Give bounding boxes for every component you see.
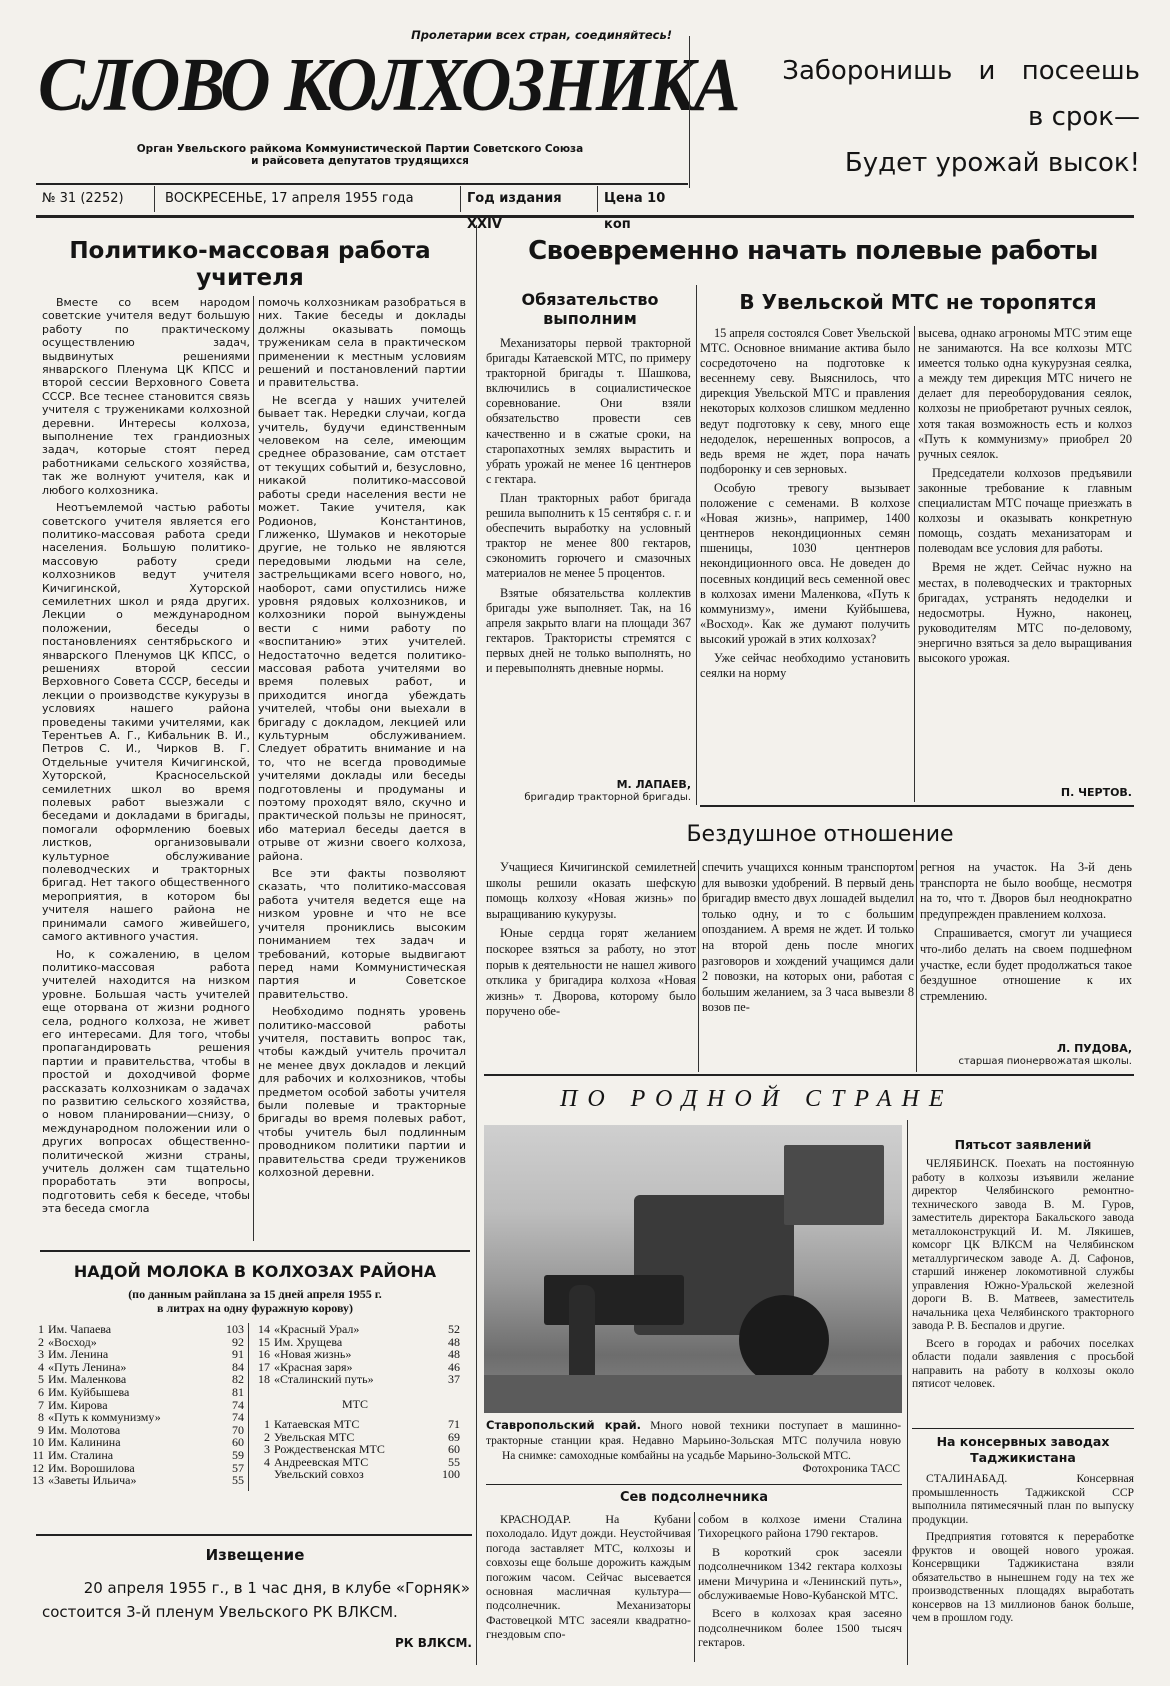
- sunflower-top-rule: [486, 1484, 902, 1485]
- milk-table-row: [24, 1411, 244, 1424]
- airless-signer: Л. ПУДОВА,: [1056, 1042, 1132, 1055]
- obligation-paragraph: Механизаторы первой тракторной бригады Катаевской МТС, по примеру тракторной бригады т. Шашкова, включились в социалистическое соревнование. Они взяли обязательство провести сев качественно и в сжатые сроки, на старопахотных землях вырастить и убрать урожай не менее 16 центнеров с гектара.: [486, 336, 691, 486]
- obligation-paragraph: Взятые обязательства коллектив бригады уже выполняет. Так, на 16 апреля закрыто влаги на площади 367 гектаров. Трактористы стремятся с первых дней не только выполнять, но и перевыполнять дневные нормы.: [486, 585, 691, 675]
- airless-paragraph: Учащиеся Кичигинской семилетней школы решили оказать шефскую помощь колхозу «Новая жизнь» по выращиванию кукурузы.: [486, 860, 696, 921]
- notice-title: Извещение: [205, 1546, 305, 1564]
- uvelsk-paragraph: высева, однако агрономы МТС этим еще не занимаются. На все колхозы МТС имеется только одна кукурузная сеялка, а между тем дирекция МТС ничего не делает для переоборудования сеялок, колхозы не приобретают ручных сеялок, хотя такая возможность есть и колхоз «Путь к коммунизму» приобрел 20 ручных сеялок.: [918, 326, 1132, 461]
- milk-table-right: [250, 1323, 460, 1386]
- milk-subtitle-line-2: в литрах на одну фуражную корову): [156, 1301, 354, 1315]
- uvelsk-paragraph: 15 апреля состоялся Совет Увельской МТС. Основное внимание актива было сосредоточено на подготовке к весеннему севу. Выяснилось, что дирекция Увельской МТС и правления некоторых колхозов слишком медленно ведут подготовку к севу, много еще недоделок, нерешенных вопросов, а ведь время не ждет, пора начать подборонку и сев зерновых.: [700, 326, 910, 476]
- person-figure: [569, 1285, 595, 1385]
- issue-bar: [36, 186, 688, 232]
- uvelsk-paragraph: Время не ждет. Сейчас нужно на местах, в полеводческих и тракторных бригадах, устранять недоделки и недосмотры. Нужно, наконец, руководителям МТС по-деловому, энергично взяться за дело выращивания высокого урожая.: [918, 560, 1132, 665]
- milk-row-rank: 14: [258, 1322, 270, 1336]
- obligation-title-text: Обязательство выполним: [521, 290, 659, 328]
- milk-row-name: Им. Сталина: [48, 1447, 114, 1462]
- combines-photo: [484, 1125, 902, 1413]
- uvelsk-mts-title: В Увельской МТС не торопятся: [739, 290, 1097, 314]
- milk-row-value: 100: [442, 1467, 460, 1482]
- photo-caption: [486, 1418, 901, 1448]
- masthead-divider: [689, 36, 690, 188]
- milk-table-row: [250, 1418, 460, 1431]
- airless-divider-2: [916, 860, 917, 1072]
- milk-row-name: Им. Молотова: [48, 1422, 121, 1437]
- obligation-signature: [486, 778, 691, 804]
- uvelsk-paragraph: Особую тревогу вызывает положение с семенами. В колхозе «Новая жизнь», например, 1400 центнеров некондиционных семян пшеницы, 1030 центнеров некондиционного овса. Не доведен до посевных кондиций весь семенной овес в колхозах имени Маленкова, «Путь к коммунизму», имени Куйбышева, «Восход». Как же думают получить высокий урожай в этих колхозах?: [700, 480, 910, 646]
- left-article-title: Политико-массовая работа учителя: [69, 238, 431, 291]
- sunflower-title: Сев подсолнечника: [619, 1490, 769, 1505]
- ground-shadow: [484, 1375, 902, 1413]
- milk-row-name: «Красная заря»: [274, 1359, 353, 1374]
- five-hundred-paragraph: Всего в городах и рабочих поселках области подали заявления с просьбой направить на работу в колхозы около пятисот человек.: [912, 1336, 1134, 1390]
- slogan-line-1: Заборонишь и посеешь: [782, 56, 1140, 86]
- milk-row-rank: [250, 1468, 274, 1481]
- milk-row-value: 91: [232, 1347, 244, 1362]
- milk-row-value: 71: [448, 1417, 460, 1431]
- milk-row-rank: 1: [264, 1417, 270, 1431]
- milk-table-top-rule: [40, 1250, 470, 1252]
- sunflower-paragraph: Всего в колхозах края засеяно подсолнечником более 1500 тысяч гектаров.: [698, 1606, 902, 1650]
- combine-wheel: [739, 1295, 829, 1385]
- milk-row-name: «Красный Урал»: [274, 1322, 360, 1336]
- obligation-body: [486, 336, 691, 711]
- combine-header: [544, 1275, 684, 1325]
- sunflower-col-2: [698, 1512, 902, 1662]
- milk-table-row: [250, 1348, 460, 1361]
- left-article-paragraph: Не всегда у наших учителей бывает так. Нередки случаи, когда учитель, будучи единственным человеком на селе, имеющим среднее образование, сам отстает от текущих событий и, безусловно, никакой политико-массовой работы среди населения вести не может. Такие учителя, как Родионов, Константинов, Глиженко, Шумаков и некоторые другие, не только не являются передовыми людьми на селе, застрельщиками всего нового, но, наоборот, сами опустились ниже уровня рядовых колхозников, и колхозники порой вынуждены вести с ними работу по «воспитанию» этих учителей. Недостаточно ведется политико-массовая работа учителями во время полевых работ, и приходится иногда убеждать учителей, чтобы они выехали в бригаду с докладом, лекцией или культурным обслуживанием. Следует обратить внимание и на то, что не всегда проводимые учителями доклады или беседы подготовлены и продуманы и поэтому проходят вяло, скучно и практической пользы не приносят, ибо материал беседы дается в отрыве от жизни своего колхоза, района.: [258, 393, 466, 863]
- subtitle-line-2: и райсовета депутатов трудящихся: [251, 155, 469, 167]
- milk-row-name: «Заветы Ильича»: [48, 1473, 137, 1488]
- sunflower-paragraph: собом в колхозе имени Сталина Тихорецкого района 1790 гектаров.: [698, 1512, 902, 1541]
- airless-paragraph: Спрашивается, смогут ли учащиеся что-либо делать на своем подшефном участке, если будет продолжаться такое бездушное отношение к их стремлению.: [920, 926, 1132, 1003]
- milk-table-row: [24, 1474, 244, 1487]
- issue-price: Цена 10 коп: [604, 191, 666, 232]
- milk-row-name: «Путь Ленина»: [48, 1359, 127, 1374]
- notice-line-1: 20 апреля 1955 г., в 1 час дня, в клубе «Горняк»: [83, 1579, 470, 1597]
- airless-divider-1: [698, 860, 699, 1072]
- milk-row-rank: 11: [32, 1447, 44, 1462]
- milk-row-value: 74: [232, 1397, 244, 1412]
- milk-row-name: Им. Хрущева: [274, 1334, 343, 1349]
- milk-row-value: 46: [448, 1359, 460, 1374]
- milk-row-value: 59: [232, 1447, 244, 1462]
- milk-table-row: [24, 1449, 244, 1462]
- milk-row-name: Им. Чапаева: [48, 1322, 112, 1336]
- slogan: [700, 48, 1140, 186]
- milk-table-row: [24, 1348, 244, 1361]
- left-article-paragraph: Неотъемлемой частью работы советского учителя является его политико-массовая работа среди населения. Большую политико-массовую работу среди колхозников ведут учителя Кичигинской, Хуторской семилетних школ и ряда других. Лекции о международном положении, беседы о постановлениях сентябрьского и январского Пленумов ЦК КПСС, о решениях второй сессии Верховного Совета СССР, беседы и лекции о производстве кукурузы в условиях нашего района проведены такими учителями, как Терентьев А. Г., Кибальник В. И., Петров С. И., Чирков В. Г. Отдельные учителя Кичигинской, Хуторской, Красносельской семилетних школ во время полевых работ выезжали с беседами и докладами в бригады, помогали оформлению боевых листков, организовывали культурное обслуживание полеводческих и тракторных бригад. Нет такого общественного мероприятия, в котором бы учителя нашего района не принимали самого живейшего, самого активного участия.: [42, 501, 250, 944]
- left-article-paragraph: Все эти факты позволяют сказать, что политико-массовая работа учителя ведется еще на низком уровне и что не все учителя прониклись высоким пониманием тех задач и требований, которые выдвигают перед нами Коммунистическая партия и Советское правительство.: [258, 867, 466, 1001]
- milk-row-name: «Восход»: [48, 1334, 97, 1349]
- airless-col-2: [702, 860, 914, 1072]
- sunflower-paragraph: КРАСНОДАР. На Кубани похолодало. Идут дожди. Неустойчивая погода заставляет МТС, колхозы и совхозы еще больше дорожить каждым погожим часом. Сейчас высевается основная масличная культура—подсолнечник. Механизаторы Фастовецкой МТС засеяли квадратно-гнездовым спо-: [486, 1512, 691, 1642]
- photo-note-text: На снимке: самоходные комбайны на усадьбе Марьино-Зольской МТС.: [502, 1450, 851, 1462]
- milk-row-name: Им. Ленина: [48, 1347, 109, 1362]
- right-news-divider: [907, 1120, 908, 1665]
- milk-row-rank: 4: [264, 1454, 270, 1469]
- milk-row-name: «Новая жизнь»: [274, 1347, 352, 1362]
- milk-row-value: 81: [232, 1384, 244, 1399]
- issue-number: № 31 (2252): [36, 186, 155, 212]
- left-article-paragraph: Необходимо поднять уровень политико-массовой работы учителя, поставить вопрос так, чтобы каждый учитель прочитал не менее двух докладов и лекций для рабочих и колхозников, чтобы предметом особой заботы учителя были полевые и тракторные бригады во время полевых работ, чтобы учитель был подлинным проводником политики партии и правительства среди тружеников колхозной деревни.: [258, 1005, 466, 1179]
- milk-table-row: [250, 1373, 460, 1386]
- milk-table-row: [250, 1443, 460, 1456]
- milk-table-left: [24, 1323, 244, 1487]
- milk-row-value: 84: [232, 1359, 244, 1374]
- issue-bar-top-rule: [36, 183, 688, 185]
- uvelsk-mts-col-2: [918, 326, 1132, 782]
- milk-row-rank: 2: [38, 1334, 44, 1349]
- milk-row-value: 92: [232, 1334, 244, 1349]
- country-banner: ПО РОДНОЙ СТРАНЕ: [560, 1086, 954, 1112]
- left-article-col-1: [42, 296, 250, 1241]
- milk-row-name: Им. Калинина: [48, 1435, 121, 1450]
- milk-row-rank: 17: [258, 1359, 270, 1374]
- milk-row-rank: 7: [38, 1397, 44, 1412]
- milk-row-rank: 6: [38, 1384, 44, 1399]
- milk-row-rank: 5: [38, 1372, 44, 1387]
- milk-row-rank: 10: [32, 1435, 44, 1450]
- photo-caption-text: Много новой техники поступает в машинно-тракторные станции края. Недавно Марьино-Зольская МТС получила новую: [486, 1420, 901, 1447]
- milk-row-name: «Сталинский путь»: [274, 1372, 374, 1387]
- milk-row-name: Андреевская МТС: [274, 1454, 369, 1469]
- obligation-paragraph: План тракторных работ бригада решила выполнить к 15 сентября с. г. и обеспечить выработку на условный трактор не менее 800 гектаров, сэкономить горючего и смазочных материалов не менее 5 процентов.: [486, 490, 691, 581]
- notice-body: [40, 1576, 470, 1624]
- milk-row-rank: 1: [38, 1322, 44, 1336]
- milk-row-value: 55: [232, 1473, 244, 1488]
- uvelsk-paragraph: Председатели колхозов предъявили законные требование к главным специалистам МТС почаще приезжать в колхозы и оказывать конкретную помощь, создать механизаторам и полеводам все условия для работы.: [918, 465, 1132, 556]
- milk-table-divider: [248, 1323, 249, 1491]
- milk-row-rank: 18: [258, 1372, 270, 1387]
- milk-row-rank: 15: [258, 1334, 270, 1349]
- milk-row-value: 70: [232, 1422, 244, 1437]
- milk-row-name: Увельская МТС: [274, 1429, 355, 1444]
- airless-col-3: [920, 860, 1132, 1044]
- milk-row-rank: 9: [38, 1422, 44, 1437]
- milk-row-value: 69: [448, 1429, 460, 1444]
- left-article-paragraph: помочь колхозникам разобраться в них. Такие беседы и доклады должны оказывать помощь труженикам села в практическом применении к местным условиям решений и постановлений партии и правительства.: [258, 296, 466, 390]
- mts-label: МТС: [341, 1397, 368, 1411]
- milk-row-rank: 16: [258, 1347, 270, 1362]
- notice-top-rule: [36, 1534, 472, 1536]
- photo-credit: Фотохроника ТАСС: [802, 1463, 900, 1475]
- milk-row-value: 60: [448, 1442, 460, 1457]
- subtitle-line-1: Орган Увельского райкома Коммунистической Партии Советского Союза: [136, 143, 584, 155]
- milk-row-value: 37: [448, 1372, 460, 1387]
- airless-col-1: [486, 860, 696, 1072]
- milk-table-row: [24, 1386, 244, 1399]
- canneries-top-rule: [912, 1428, 1134, 1429]
- milk-row-value: 48: [448, 1347, 460, 1362]
- milk-row-value: 55: [448, 1454, 460, 1469]
- milk-table-row: [250, 1323, 460, 1336]
- airless-title: Бездушное отношение: [686, 822, 954, 847]
- milk-row-rank: 12: [32, 1460, 44, 1475]
- milk-table-row: [250, 1468, 460, 1481]
- field-work-banner: Своевременно начать полевые работы: [528, 236, 1098, 266]
- issue-year: Год издания XXIV: [461, 186, 598, 212]
- milk-table-mts: [250, 1418, 460, 1481]
- milk-row-name: Им. Ворошилова: [48, 1460, 135, 1475]
- milk-row-name: Им. Кирова: [48, 1397, 108, 1412]
- airless-signer-role: старшая пионервожатая школы.: [958, 1056, 1132, 1067]
- milk-row-value: 74: [232, 1410, 244, 1425]
- canneries-paragraph: СТАЛИНАБАД. Консервная промышленность Таджикской ССР выполнила пятимесячный план по выпуску продукции.: [912, 1472, 1134, 1526]
- airless-paragraph: спечить учащихся конным транспортом для вывозки удобрений. В первый день бригадир вместо двух лошадей выделил только одну, и то с большим опозданием. А время не ждет. И только на второй день после многих разговоров и хождений учащимся дали 2 повозки, на которых они, работая с большим желанием, за 3 часа вывезли 8 возов пе-: [702, 860, 914, 1015]
- milk-table-title: НАДОЙ МОЛОКА В КОЛХОЗАХ РАЙОНА: [73, 1262, 437, 1281]
- five-hundred-body: [912, 1157, 1134, 1425]
- milk-row-rank: 8: [38, 1410, 44, 1425]
- canneries-paragraph: Предприятия готовятся к переработке фруктов и овощей нового урожая. Консервщики Таджикистана взяли обязательство в нынешнем году на тех же производственных площадях выработать консервов на 13 миллионов банок больше, чем в прошлом году.: [912, 1530, 1134, 1624]
- left-article-paragraph: Но, к сожалению, в целом политико-массовая работа учителей находится на низком уровне. Большая часть учителей еще оторвана от жизни родного села, родного колхоза, не живет его интересами. Для того, чтобы пропагандировать решения партии и правительства, чтобы в простой и доходчивой форме рассказать колхозникам о задачах по развитию сельского хозяйства, о новом планировании—снизу, о международном положении или о других вопросах общественно-политической жизни страны, учитель должен сам тщательно проработать эти вопросы, подготовить себя к беседе, чтобы эта беседа смогла: [42, 947, 250, 1216]
- issue-bar-bottom-rule: [36, 215, 1134, 218]
- milk-row-rank: 4: [38, 1359, 44, 1374]
- milk-table-row: [24, 1323, 244, 1336]
- country-top-rule: [484, 1074, 1134, 1076]
- uvelsk-mts-col-1: [700, 326, 910, 802]
- obligation-signer-role: бригадир тракторной бригады.: [524, 792, 691, 803]
- combine-bin: [784, 1145, 884, 1225]
- sunflower-col-1: [486, 1512, 691, 1662]
- milk-row-rank: 13: [32, 1473, 44, 1488]
- uvelsk-paragraph: Уже сейчас необходимо установить сеялки на норму: [700, 650, 910, 681]
- five-hundred-paragraph: ЧЕЛЯБИНСК. Поехать на постоянную работу в колхозы изъявили желание директор Челябинского ремонтно-технического завода В. М. Гуров, заместитель директора Бакальского завода металлоконструкций И. М. Лякишев, комсорг ЦК ВЛКСМ на Челябинском металлургическом заводе А. Д. Сафонов, старший инженер локомотивной службы управления Южно-Уральской железной дороги В. В. Матвеев, заместитель начальника цеха Челябинского тракторного завода Р. В. Беспалов и другие.: [912, 1157, 1134, 1332]
- airless-top-rule: [700, 805, 1134, 807]
- left-article-col-2: [258, 296, 466, 1241]
- milk-table-subtitle: [40, 1287, 470, 1315]
- left-article-paragraph: Вместе со всем народом советские учителя ведут большую работу по практическому осуществлению задач, выдвинутых решениями январского Пленума ЦК КПСС и второй сессии Верховного Совета СССР. Все теснее становится связь учителя с тружениками колхозной деревни. Интересы колхоза, выполнение тех грандиозных задач, которые стоят перед работниками сельского хозяйства, так же волнуют учителя, как и любого колхозника.: [42, 296, 250, 497]
- milk-row-value: 57: [232, 1460, 244, 1475]
- issue-date: ВОСКРЕСЕНЬЕ, 17 апреля 1955 года: [155, 186, 461, 212]
- milk-row-value: 48: [448, 1334, 460, 1349]
- milk-row-name: Им. Куйбышева: [48, 1384, 130, 1399]
- milk-row-value: 52: [448, 1322, 460, 1336]
- milk-row-name: «Путь к коммунизму»: [48, 1410, 161, 1425]
- uvelsk-signature: П. ЧЕРТОВ.: [1060, 786, 1132, 799]
- obligation-divider: [696, 285, 697, 805]
- newspaper-title: СЛОВО КОЛХОЗНИКА: [38, 43, 739, 127]
- milk-row-rank: 2: [264, 1429, 270, 1444]
- airless-signature: [920, 1042, 1132, 1068]
- obligation-title: [490, 290, 690, 328]
- milk-row-value: 60: [232, 1435, 244, 1450]
- uvelsk-column-divider: [914, 326, 915, 802]
- milk-row-rank: 3: [264, 1442, 270, 1457]
- milk-row-name: Им. Маленкова: [48, 1372, 127, 1387]
- left-column-divider: [253, 296, 254, 1241]
- obligation-signer: М. ЛАПАЕВ,: [616, 778, 691, 791]
- page-divider: [476, 225, 477, 1665]
- photo-caption-place: Ставропольский край.: [486, 1418, 642, 1432]
- canneries-title-line-1: На консервных заводах: [936, 1434, 1110, 1449]
- slogan-line-3: Будет урожай высок!: [844, 148, 1140, 178]
- milk-row-rank: 3: [38, 1347, 44, 1362]
- airless-paragraph: Юные сердца горят желанием поскорее взяться за работу, но этот порыв к деятельности не нашел живого отклика у бригадира колхоза «Новая жизнь» т. Дворова, которому было поручено обе-: [486, 926, 696, 1019]
- milk-row-name: Рождественская МТС: [274, 1442, 385, 1457]
- milk-row-name: Катаевская МТС: [274, 1417, 360, 1431]
- sunflower-paragraph: В короткий срок засеяли подсолнечником 1342 гектара колхозы имени Мичурина и «Ленинский путь», обслуживаемые Ново-Кубанской МТС.: [698, 1544, 902, 1603]
- sunflower-divider: [694, 1512, 695, 1662]
- milk-subtitle-line-1: (по данным райплана за 15 дней апреля 1955 г.: [128, 1287, 382, 1301]
- notice-signature: РК ВЛКСМ.: [394, 1636, 472, 1650]
- canneries-title-line-2: Таджикистана: [970, 1450, 1076, 1465]
- canneries-title: [912, 1434, 1134, 1466]
- airless-paragraph: регноя на участок. На 3-й день транспорта не было вообще, несмотря на то, что т. Дворов был неоднократно предупрежден правлением колхоза.: [920, 860, 1132, 921]
- five-hundred-title: Пятьсот заявлений: [954, 1137, 1092, 1152]
- party-motto: Пролетарии всех стран, соединяйтесь!: [411, 28, 672, 42]
- newspaper-subtitle: [60, 143, 660, 167]
- canneries-body: [912, 1472, 1134, 1664]
- notice-line-2: состоится 3-й пленум Увельского РК ВЛКСМ.: [42, 1603, 398, 1621]
- milk-row-name: Увельский совхоз: [274, 1467, 364, 1482]
- milk-row-value: 103: [226, 1322, 244, 1336]
- milk-row-value: 82: [232, 1372, 244, 1387]
- slogan-line-2: в срок—: [1028, 102, 1140, 132]
